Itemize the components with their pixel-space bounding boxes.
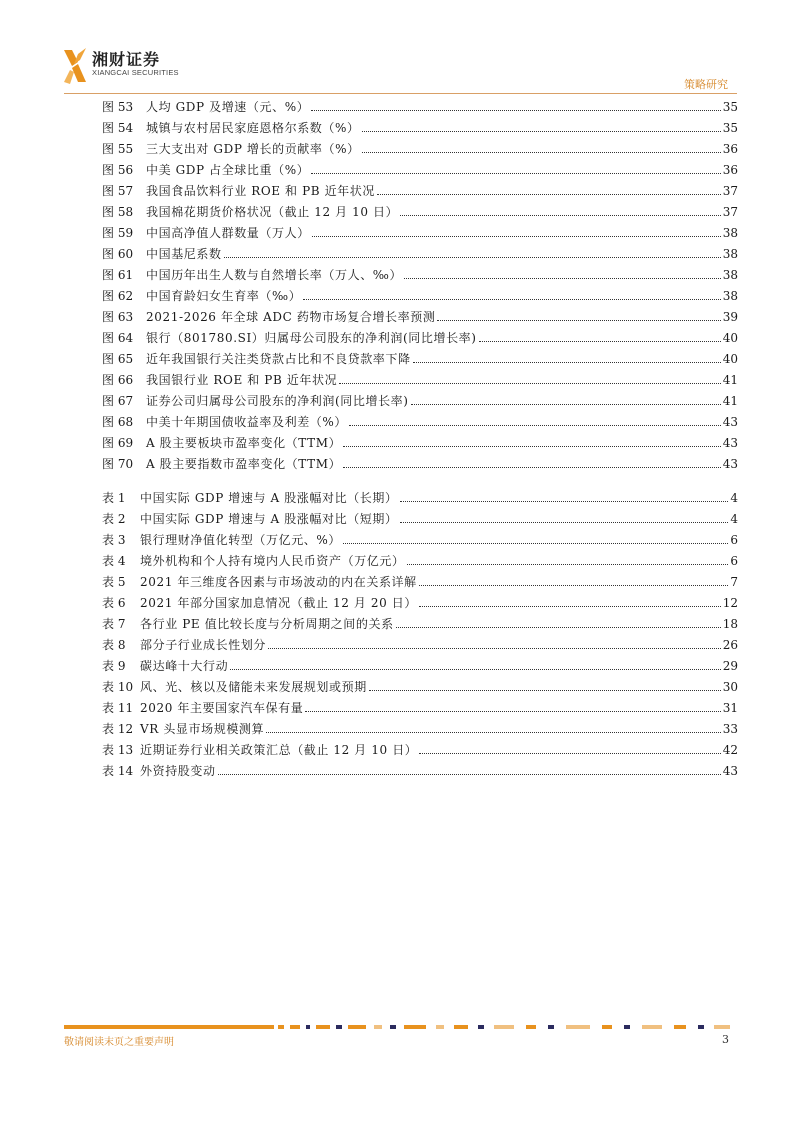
toc-entry-page: 38 xyxy=(722,289,738,303)
toc-entry-page: 38 xyxy=(722,226,738,240)
toc-entry-number: 表 7 xyxy=(102,617,126,631)
toc-entry-page: 4 xyxy=(730,512,738,526)
toc-entry[interactable] xyxy=(102,177,738,198)
toc-entry[interactable] xyxy=(102,757,738,778)
toc-entry[interactable] xyxy=(102,736,738,757)
toc-dot-leader xyxy=(311,173,720,174)
toc-entry-page: 43 xyxy=(722,457,738,471)
toc-entry-number: 图 58 xyxy=(102,205,134,219)
toc-entry-title: 2021 年三维度各因素与市场波动的内在关系详解 xyxy=(140,575,417,589)
toc-entry-title: VR 头显市场规模测算 xyxy=(140,722,265,736)
toc-entry-title: 三大支出对 GDP 增长的贡献率（%） xyxy=(146,142,360,156)
figure-list xyxy=(102,93,738,471)
toc-entry-title: 证券公司归属母公司股东的净利润(同比增长率) xyxy=(146,394,409,408)
toc-entry-page: 29 xyxy=(722,659,738,673)
toc-entry-page: 4 xyxy=(730,491,738,505)
toc-entry-page: 36 xyxy=(722,142,738,156)
toc-entry-number: 表 8 xyxy=(102,638,126,652)
toc-entry-title: 人均 GDP 及增速（元、%） xyxy=(146,100,310,114)
toc-entry-page: 35 xyxy=(722,121,738,135)
toc-entry-page: 36 xyxy=(722,163,738,177)
toc-entry[interactable] xyxy=(102,366,738,387)
toc-entry-number: 表 12 xyxy=(102,722,134,736)
toc-entry[interactable] xyxy=(102,715,738,736)
toc-entry-number: 图 67 xyxy=(102,394,134,408)
disclaimer-note: 敬请阅读末页之重要声明 xyxy=(64,1037,174,1048)
toc-entry-page: 31 xyxy=(722,701,738,715)
toc-dot-leader xyxy=(362,131,721,132)
toc-entry-number: 图 64 xyxy=(102,331,134,345)
toc-entry-number: 表 13 xyxy=(102,743,134,757)
toc-entry[interactable] xyxy=(102,547,738,568)
toc-entry-number: 表 9 xyxy=(102,659,126,673)
toc-dot-leader xyxy=(343,467,721,468)
toc-entry-page: 41 xyxy=(722,373,738,387)
toc-entry-title: 中国高净值人群数量（万人） xyxy=(146,226,310,240)
toc-entry-title: 中国育龄妇女生育率（‰） xyxy=(146,289,302,303)
toc-entry-title: 2021-2026 年全球 ADC 药物市场复合增长率预测 xyxy=(146,310,436,324)
toc-entry[interactable] xyxy=(102,610,738,631)
toc-entry[interactable] xyxy=(102,135,738,156)
toc-dot-leader xyxy=(343,543,728,544)
toc-entry[interactable] xyxy=(102,484,738,505)
toc-dot-leader xyxy=(224,257,721,258)
toc-entry-page: 37 xyxy=(722,184,738,198)
toc-entry[interactable] xyxy=(102,282,738,303)
toc-entry-number: 表 4 xyxy=(102,554,126,568)
toc-entry-title: 境外机构和个人持有境内人民币资产（万亿元） xyxy=(140,554,405,568)
toc-entry[interactable] xyxy=(102,261,738,282)
toc-entry-title: 我国食品饮料行业 ROE 和 PB 近年状况 xyxy=(146,184,375,198)
toc-entry[interactable] xyxy=(102,345,738,366)
toc-entry-number: 图 65 xyxy=(102,352,134,366)
toc-dot-leader xyxy=(268,648,721,649)
toc-entry[interactable] xyxy=(102,526,738,547)
toc-entry-page: 43 xyxy=(722,415,738,429)
toc-entry[interactable] xyxy=(102,429,738,450)
toc-entry-number: 表 1 xyxy=(102,491,126,505)
toc-entry-number: 图 62 xyxy=(102,289,134,303)
toc-dot-leader xyxy=(339,383,721,384)
toc-entry-page: 38 xyxy=(722,247,738,261)
toc-entry-title: 外资持股变动 xyxy=(140,764,216,778)
toc-entry-title: 近年我国银行关注类贷款占比和不良贷款率下降 xyxy=(146,352,411,366)
toc-entry[interactable] xyxy=(102,324,738,345)
toc-dot-leader xyxy=(369,690,721,691)
toc-entry-number: 图 55 xyxy=(102,142,134,156)
toc-entry-number: 图 61 xyxy=(102,268,134,282)
toc-entry-number: 图 59 xyxy=(102,226,134,240)
toc-dot-leader xyxy=(377,194,721,195)
toc-dot-leader xyxy=(419,585,729,586)
toc-dot-leader xyxy=(419,606,721,607)
toc-entry-page: 26 xyxy=(722,638,738,652)
toc-dot-leader xyxy=(407,564,729,565)
toc-dot-leader xyxy=(400,522,729,523)
toc-entry-page: 12 xyxy=(722,596,738,610)
toc-entry[interactable] xyxy=(102,303,738,324)
toc-entry-number: 图 66 xyxy=(102,373,134,387)
toc-entry[interactable] xyxy=(102,387,738,408)
toc-entry-title: 各行业 PE 值比较长度与分析周期之间的关系 xyxy=(140,617,394,631)
toc-entry-title: 银行理财净值化转型（万亿元、%） xyxy=(140,533,342,547)
toc-entry[interactable] xyxy=(102,114,738,135)
toc-entry[interactable] xyxy=(102,240,738,261)
toc-entry-title: 中国实际 GDP 增速与 A 股涨幅对比（短期） xyxy=(140,512,398,526)
toc-entry-number: 表 5 xyxy=(102,575,126,589)
toc-entry-title: 中国实际 GDP 增速与 A 股涨幅对比（长期） xyxy=(140,491,398,505)
toc-entry-page: 38 xyxy=(722,268,738,282)
toc-entry-title: 2020 年主要国家汽车保有量 xyxy=(140,701,304,715)
toc-entry-page: 30 xyxy=(722,680,738,694)
section-label: 策略研究 xyxy=(684,78,728,91)
toc-entry-page: 43 xyxy=(722,436,738,450)
toc-entry-title: 中美 GDP 占全球比重（%） xyxy=(146,163,310,177)
toc-entry-number: 图 60 xyxy=(102,247,134,261)
toc-dot-leader xyxy=(266,732,721,733)
toc-entry-number: 图 53 xyxy=(102,100,134,114)
toc-entry-page: 40 xyxy=(722,352,738,366)
toc-entry-number: 表 14 xyxy=(102,764,134,778)
toc-entry-number: 图 56 xyxy=(102,163,134,177)
toc-entry-title: 近期证券行业相关政策汇总（截止 12 月 10 日） xyxy=(140,743,418,757)
toc-entry-page: 6 xyxy=(730,554,738,568)
toc-entry[interactable] xyxy=(102,631,738,652)
toc-entry-number: 图 69 xyxy=(102,436,134,450)
toc-entry-number: 图 68 xyxy=(102,415,134,429)
toc-dot-leader xyxy=(362,152,721,153)
toc-entry-page: 6 xyxy=(730,533,738,547)
toc-entry-number: 表 11 xyxy=(102,701,134,715)
toc-dot-leader xyxy=(343,446,721,447)
toc-dot-leader xyxy=(230,669,721,670)
toc-dot-leader xyxy=(419,753,720,754)
toc-entry[interactable] xyxy=(102,673,738,694)
toc-dot-leader xyxy=(396,627,721,628)
toc-entry[interactable] xyxy=(102,694,738,715)
toc-entry-page: 43 xyxy=(722,764,738,778)
toc-entry-number: 图 70 xyxy=(102,457,134,471)
toc-entry-title: 碳达峰十大行动 xyxy=(140,659,229,673)
toc-entry-title: 2021 年部分国家加息情况（截止 12 月 20 日） xyxy=(140,596,417,610)
toc-entry-number: 表 3 xyxy=(102,533,126,547)
toc-dot-leader xyxy=(312,236,721,237)
toc-entry-title: 中国基尼系数 xyxy=(146,247,222,261)
toc-entry[interactable] xyxy=(102,450,738,471)
toc-entry-page: 18 xyxy=(722,617,738,631)
toc-entry-page: 33 xyxy=(722,722,738,736)
footer-decorative-strip xyxy=(64,1025,730,1029)
toc-entry-title: 风、光、核以及储能未来发展规划或预期 xyxy=(140,680,367,694)
toc-dot-leader xyxy=(400,501,729,502)
toc-entry-page: 37 xyxy=(722,205,738,219)
toc-entry-title: 城镇与农村居民家庭恩格尔系数（%） xyxy=(146,121,360,135)
toc-entry[interactable] xyxy=(102,568,738,589)
toc-dot-leader xyxy=(218,774,721,775)
toc-entry[interactable] xyxy=(102,219,738,240)
company-name-en: XIANGCAI SECURITIES xyxy=(92,68,179,77)
toc-entry-title: 中美十年期国债收益率及利差（%） xyxy=(146,415,348,429)
toc-dot-leader xyxy=(413,362,721,363)
toc-dot-leader xyxy=(437,320,720,321)
page-header xyxy=(60,40,738,96)
toc-entry[interactable] xyxy=(102,652,738,673)
toc-entry-page: 39 xyxy=(722,310,738,324)
toc-entry[interactable] xyxy=(102,93,738,114)
toc-entry[interactable] xyxy=(102,408,738,429)
toc-entry-page: 41 xyxy=(722,394,738,408)
toc-entry[interactable] xyxy=(102,589,738,610)
toc-entry-page: 35 xyxy=(722,100,738,114)
toc-entry-number: 图 54 xyxy=(102,121,134,135)
toc-dot-leader xyxy=(411,404,721,405)
toc-entry[interactable] xyxy=(102,156,738,177)
xiangcai-logo-icon xyxy=(62,46,88,86)
page-number: 3 xyxy=(722,1033,729,1046)
toc-entry-page: 40 xyxy=(722,331,738,345)
toc-entry-title: 中国历年出生人数与自然增长率（万人、‰） xyxy=(146,268,403,282)
toc-entry-page: 42 xyxy=(722,743,738,757)
toc-entry-number: 图 63 xyxy=(102,310,134,324)
toc-entry-number: 表 6 xyxy=(102,596,126,610)
toc-entry-number: 图 57 xyxy=(102,184,134,198)
toc-dot-leader xyxy=(349,425,721,426)
toc-entry-number: 表 10 xyxy=(102,680,134,694)
toc-dot-leader xyxy=(404,278,721,279)
toc-dot-leader xyxy=(400,215,721,216)
toc-entry-title: 银行（801780.SI）归属母公司股东的净利润(同比增长率) xyxy=(146,331,477,345)
toc-dot-leader xyxy=(479,341,721,342)
toc-entry[interactable] xyxy=(102,505,738,526)
toc-entry-title: 我国银行业 ROE 和 PB 近年状况 xyxy=(146,373,338,387)
toc-entry-title: 我国棉花期货价格状况（截止 12 月 10 日） xyxy=(146,205,399,219)
toc-entry-title: A 股主要指数市盈率变化（TTM） xyxy=(146,457,342,471)
table-list xyxy=(102,484,738,778)
company-name: 湘财证券 xyxy=(92,50,161,69)
toc-entry-page: 7 xyxy=(730,575,738,589)
toc-entry[interactable] xyxy=(102,198,738,219)
toc-entry-title: 部分子行业成长性划分 xyxy=(140,638,267,652)
toc-dot-leader xyxy=(305,711,720,712)
toc-dot-leader xyxy=(311,110,720,111)
toc-dot-leader xyxy=(303,299,720,300)
toc-entry-number: 表 2 xyxy=(102,512,126,526)
toc-entry-title: A 股主要板块市盈率变化（TTM） xyxy=(146,436,342,450)
